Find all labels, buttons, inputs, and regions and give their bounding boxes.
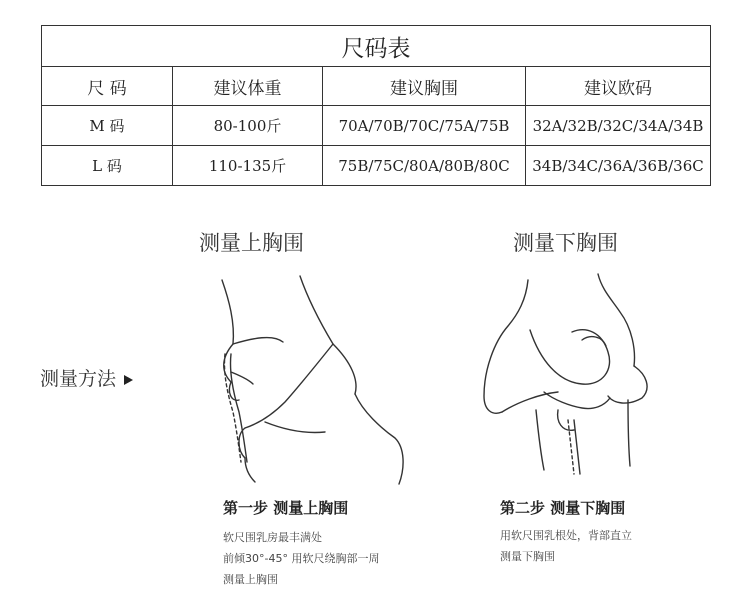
step-two-title: 第二步 测量下胸围 xyxy=(500,499,626,517)
lower-bust-illustration xyxy=(478,270,678,482)
step-two-description xyxy=(500,525,632,567)
cell-eu-size: 32A/32B/32C/34A/34B xyxy=(526,106,711,146)
step-two-line: 测量下胸围 xyxy=(500,550,555,563)
cell-size: L 码 xyxy=(42,146,173,186)
table-row xyxy=(42,146,711,186)
header-eu-size: 建议欧码 xyxy=(526,67,711,106)
measure-method-label xyxy=(40,364,133,391)
size-table xyxy=(41,25,711,186)
step-one-description xyxy=(223,527,379,590)
step-one-title: 第一步 测量上胸围 xyxy=(223,499,349,517)
cell-eu-size: 34B/34C/36A/36B/36C xyxy=(526,146,711,186)
cell-weight: 80-100斤 xyxy=(173,106,323,146)
cell-size: M 码 xyxy=(42,106,173,146)
play-arrow-icon xyxy=(124,375,133,385)
header-size: 尺 码 xyxy=(42,67,173,106)
table-row xyxy=(42,106,711,146)
cell-bust: 75B/75C/80A/80B/80C xyxy=(323,146,526,186)
step-two-line: 用软尺围乳根处，背部直立 xyxy=(500,529,632,542)
upper-bust-illustration xyxy=(205,272,415,490)
measure-method-text: 测量方法 xyxy=(40,368,117,390)
step-one-line: 前倾30°-45° 用软尺绕胸部一周 xyxy=(223,552,380,565)
size-table-title: 尺码表 xyxy=(42,26,711,67)
header-weight: 建议体重 xyxy=(173,67,323,106)
upper-bust-heading: 测量上胸围 xyxy=(199,231,304,255)
header-bust: 建议胸围 xyxy=(323,67,526,106)
step-one-line: 软尺围乳房最丰满处 xyxy=(223,531,322,544)
step-one-line: 测量上胸围 xyxy=(223,573,278,586)
lower-bust-heading: 测量下胸围 xyxy=(513,231,618,255)
cell-bust: 70A/70B/70C/75A/75B xyxy=(323,106,526,146)
cell-weight: 110-135斤 xyxy=(173,146,323,186)
